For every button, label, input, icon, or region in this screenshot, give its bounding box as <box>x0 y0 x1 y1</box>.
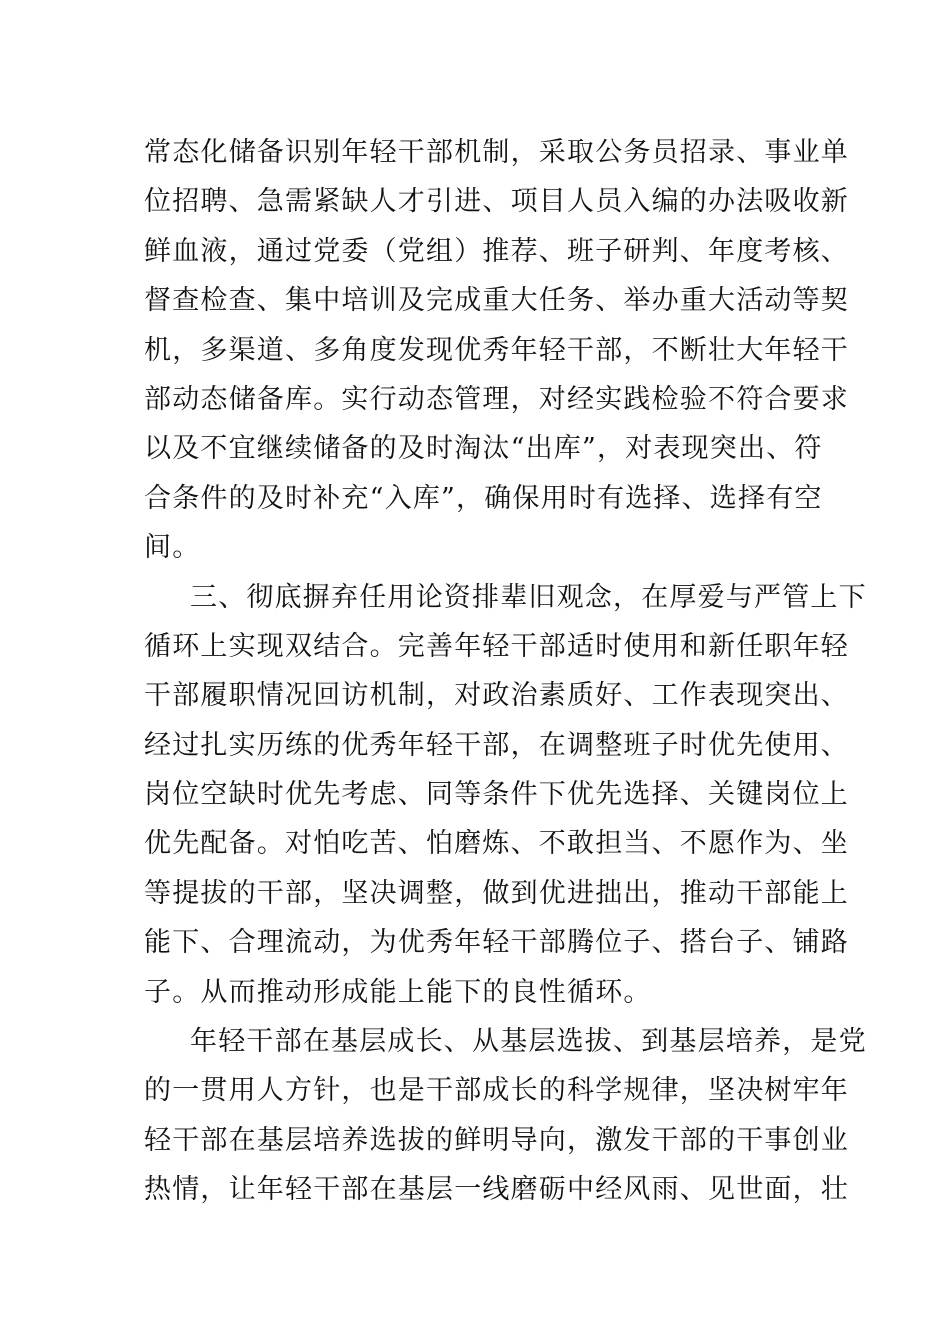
text-line: 位招聘、急需紧缺人才引进、项目人员入编的办法吸收新 <box>144 186 849 218</box>
text-line: 以及不宜继续储备的及时淘汰“出库”，对表现突出、符 <box>144 433 823 465</box>
text-line: 等提拔的干部，坚决调整，做到优进拙出，推动干部能上 <box>144 877 849 909</box>
text-line: 轻干部在基层培养选拔的鲜明导向，激发干部的干事创业 <box>144 1124 849 1156</box>
text-line: 优先配备。对怕吃苦、怕磨炼、不敢担当、不愿作为、坐 <box>144 828 849 860</box>
text-line: 热情，让年轻干部在基层一线磨砺中经风雨、见世面，壮 <box>144 1174 849 1206</box>
text-line: 循环上实现双结合。完善年轻干部适时使用和新任职年轻 <box>144 630 849 662</box>
paragraph-start-line: 年轻干部在基层成长、从基层选拔、到基层培养，是党 <box>190 1026 867 1058</box>
body-text <box>144 128 867 1215</box>
text-line: 子。从而推动形成能上能下的良性循环。 <box>144 976 652 1008</box>
text-line: 岗位空缺时优先考虑、同等条件下优先选择、关键岗位上 <box>144 779 849 811</box>
text-line: 机，多渠道、多角度发现优秀年轻干部，不断壮大年轻干 <box>144 334 849 366</box>
text-line: 合条件的及时补充“入库”，确保用时有选择、选择有空 <box>144 482 823 514</box>
text-line: 部动态储备库。实行动态管理，对经实践检验不符合要求 <box>144 383 849 415</box>
text-line: 间。 <box>144 532 201 564</box>
text-line: 干部履职情况回访机制，对政治素质好、工作表现突出、 <box>144 680 849 712</box>
text-line: 督查检查、集中培训及完成重大任务、举办重大活动等契 <box>144 285 849 317</box>
text-line: 鲜血液，通过党委（党组）推荐、班子研判、年度考核、 <box>144 235 849 267</box>
paragraph-start-line: 三、彻底摒弃任用论资排辈旧观念，在厚爱与严管上下 <box>190 581 867 613</box>
text-line: 的一贯用人方针，也是干部成长的科学规律，坚决树牢年 <box>144 1075 849 1107</box>
text-line: 常态化储备识别年轻干部机制，采取公务员招录、事业单 <box>144 137 849 168</box>
text-line: 经过扎实历练的优秀年轻干部，在调整班子时优先使用、 <box>144 729 849 761</box>
text-line: 能下、合理流动，为优秀年轻干部腾位子、搭台子、铺路 <box>144 927 849 959</box>
